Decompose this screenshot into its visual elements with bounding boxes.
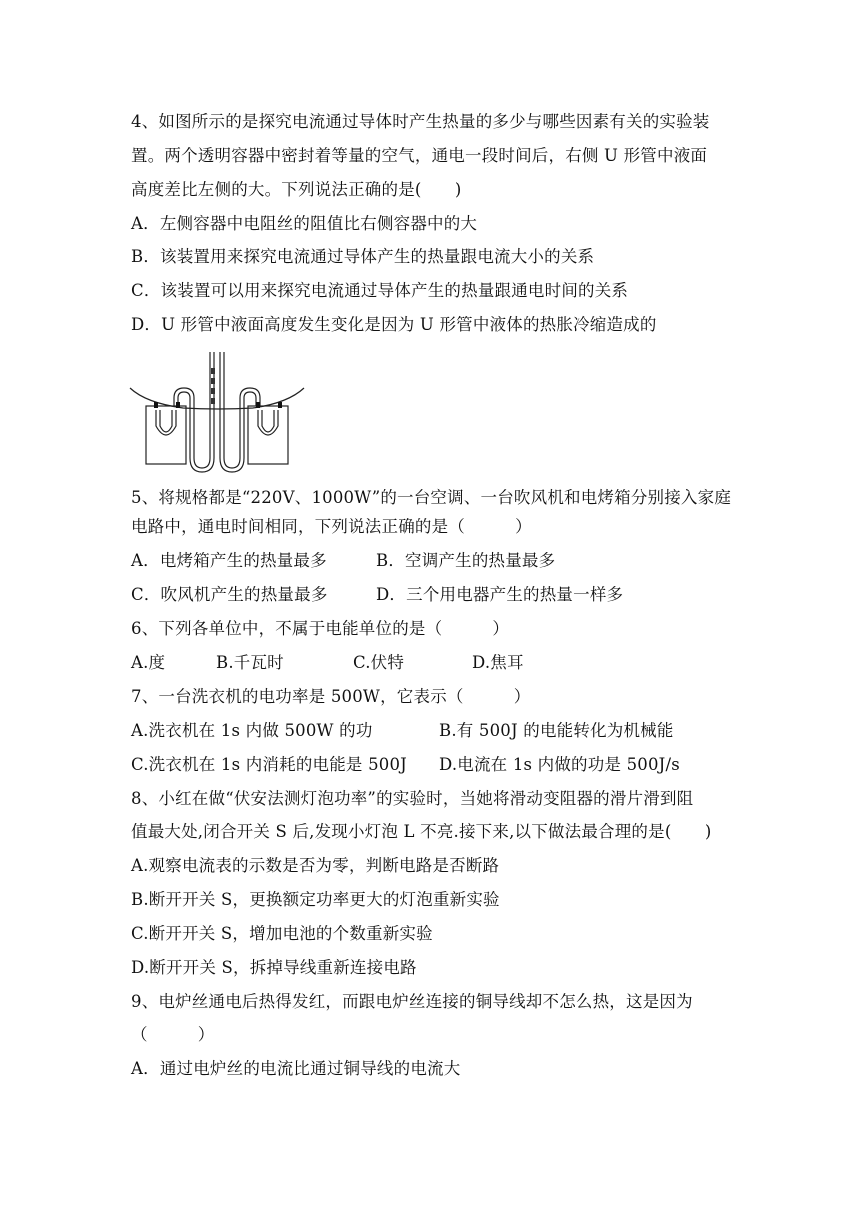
q7-options-row-2 (131, 754, 680, 776)
q8-option-c: C.断开开关 S，增加电池的个数重新实验 (131, 924, 433, 943)
q5-option-a: A．电烤箱产生的热量最多 (131, 551, 327, 570)
q4-stem-line-3: 高度差比左侧的大。下列说法正确的是( ) (131, 180, 462, 199)
q8-option-d: D.断开开关 S，拆掉导线重新连接电路 (131, 958, 417, 977)
q5-stem-line-2: 电路中，通电时间相同，下列说法正确的是（ ） (131, 517, 532, 536)
q7-option-c: C.洗衣机在 1s 内消耗的电能是 500J (131, 755, 407, 774)
q9-option-a: A．通过电炉丝的电流比通过铜导线的电流大 (131, 1059, 461, 1078)
q9-stem-line-1: 9、电炉丝通电后热得发红，而跟电炉丝连接的铜导线却不怎么热，这是因为 (131, 992, 693, 1011)
q4-option-b: B．该装置用来探究电流通过导体产生的热量跟电流大小的关系 (131, 247, 595, 266)
q6-option-d: D.焦耳 (472, 653, 524, 672)
q6-stem: 6、下列各单位中，不属于电能单位的是（ ） (131, 619, 510, 638)
q5-option-d: D．三个用电器产生的热量一样多 (376, 585, 624, 604)
q6-option-b: B.千瓦时 (216, 653, 284, 672)
q4-option-c: C．该装置可以用来探究电流通过导体产生的热量跟通电时间的关系 (131, 281, 629, 300)
q5-options-row-1 (131, 550, 556, 572)
q8-stem-line-1: 8、小红在做“伏安法测灯泡功率”的实验时，当她将滑动变阻器的滑片滑到阻 (131, 789, 694, 808)
q7-option-d: D.电流在 1s 内做的功是 500J/s (439, 755, 680, 774)
q7-stem: 7、一台洗衣机的电功率是 500W，它表示（ ） (131, 687, 531, 706)
q8-stem-line-2: 值最大处,闭合开关 S 后,发现小灯泡 L 不亮.接下来,以下做法最合理的是( ) (131, 822, 712, 841)
q5-options-row-2 (131, 584, 624, 606)
q4-stem-line-1: 4、如图所示的是探究电流通过导体时产生热量的多少与哪些因素有关的实验装 (131, 112, 710, 131)
q4-option-a: A．左侧容器中电阻丝的阻值比右侧容器中的大 (131, 214, 478, 233)
q6-option-a: A.度 (131, 653, 166, 672)
q7-option-a: A.洗衣机在 1s 内做 500W 的功 (131, 721, 373, 740)
right-resistor-coil (258, 410, 278, 435)
joule-heating-apparatus-figure (128, 348, 308, 473)
right-u-tube (224, 352, 260, 468)
q4-stem-line-2: 置。两个透明容器中密封着等量的空气，通电一段时间后，右侧 U 形管中液面 (131, 146, 708, 165)
q7-option-b: B.有 500J 的电能转化为机械能 (439, 721, 674, 740)
q8-option-a: A.观察电流表的示数是否为零，判断电路是否断路 (131, 856, 500, 875)
left-u-tube (174, 352, 210, 468)
q7-options-row-1 (131, 720, 674, 742)
q6-option-c: C.伏特 (353, 653, 405, 672)
q4-option-d: D．U 形管中液面高度发生变化是因为 U 形管中液体的热胀冷缩造成的 (131, 315, 657, 334)
q5-option-b: B．空调产生的热量最多 (376, 551, 556, 570)
q8-option-b: B.断开开关 S，更换额定功率更大的灯泡重新实验 (131, 890, 500, 909)
left-resistor-coil (156, 410, 176, 435)
q9-stem-line-2: （ ） (131, 1025, 215, 1044)
q6-options-row (131, 652, 524, 674)
q5-stem-line-1: 5、将规格都是“220V、1000W”的一台空调、一台吹风机和电烤箱分别接入家庭 (131, 488, 732, 507)
q5-option-c: C．吹风机产生的热量最多 (131, 585, 328, 604)
